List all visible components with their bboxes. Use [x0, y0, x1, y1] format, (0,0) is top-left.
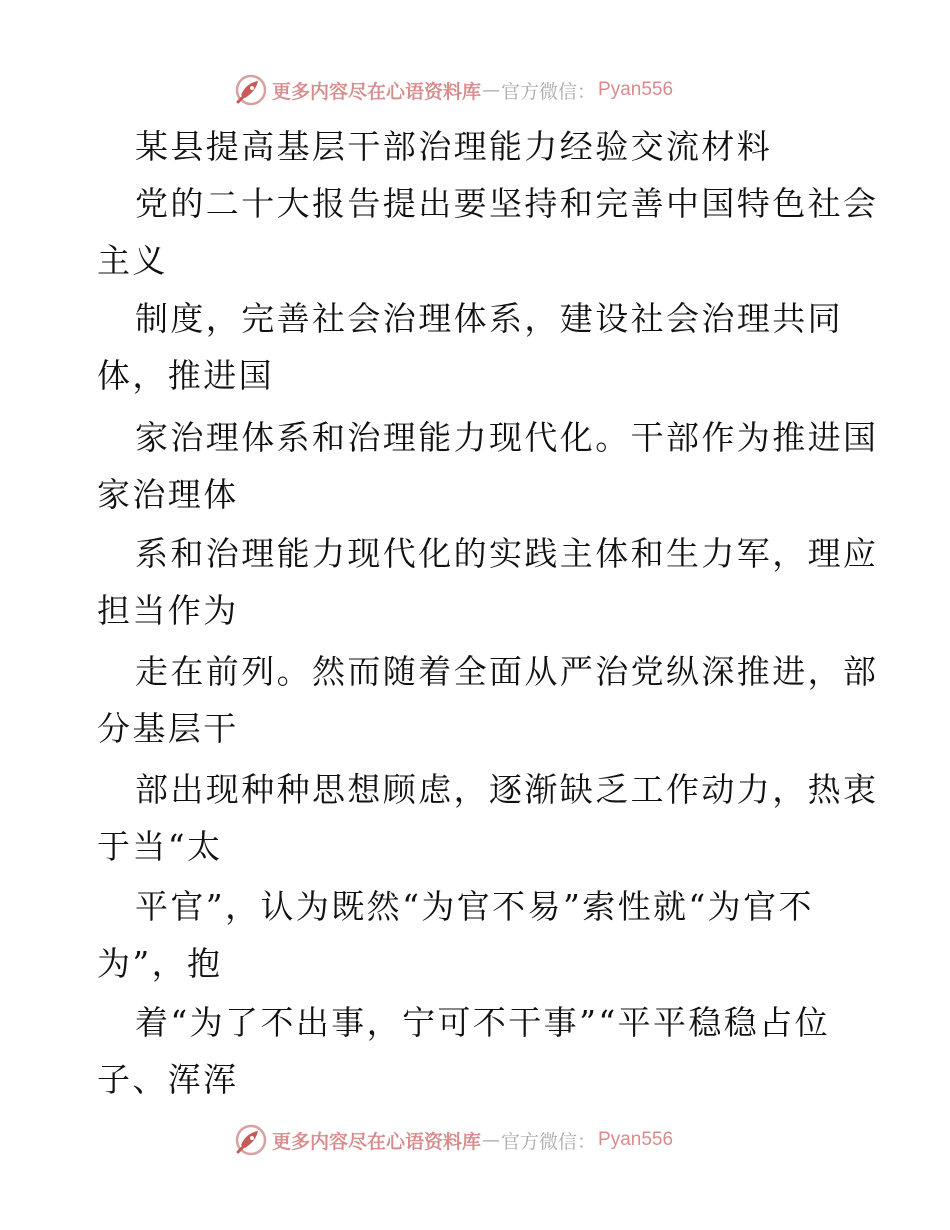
- paragraph-line: 家治理体系和治理能力现代化。干部作为推进国: [135, 418, 879, 457]
- paragraph-line: 家治理体: [97, 475, 239, 514]
- watermark-wechat-label: 官方微信：: [501, 1130, 597, 1153]
- footer-watermark: [234, 1123, 673, 1157]
- paragraph-line: 体，推进国: [97, 356, 274, 395]
- header-watermark: [234, 73, 673, 107]
- pen-logo-icon: [234, 1123, 268, 1157]
- paragraph-line: 主义: [97, 241, 168, 280]
- paragraph-line: 平官”，认为既然“为官不易”索性就“为官不: [135, 887, 814, 926]
- watermark-wechat-id: Pyan556: [598, 79, 674, 100]
- watermark-brand-text: 更多内容尽在心语资料库: [272, 1130, 482, 1153]
- watermark-wechat-id: Pyan556: [598, 1129, 674, 1150]
- watermark-dash: —: [482, 79, 501, 101]
- paragraph-line: 子、浑浑: [97, 1060, 239, 1099]
- paragraph-line: 分基层干: [97, 709, 239, 748]
- paragraph-line: 走在前列。然而随着全面从严治党纵深推进，部: [135, 652, 879, 691]
- watermark-brand-text: 更多内容尽在心语资料库: [272, 80, 482, 103]
- paragraph-line: 担当作为: [97, 591, 239, 630]
- watermark-wechat-label: 官方微信：: [501, 80, 597, 103]
- paragraph-line: 党的二十大报告提出要坚持和完善中国特色社会: [135, 184, 879, 223]
- watermark-dash: —: [482, 1129, 501, 1151]
- paragraph-line: 于当“太: [97, 827, 223, 866]
- paragraph-line: 为”，抱: [97, 944, 223, 983]
- paragraph-line: 制度，完善社会治理体系，建设社会治理共同: [135, 299, 843, 338]
- document-title: 某县提高基层干部治理能力经验交流材料: [135, 127, 773, 166]
- paragraph-line: 着“为了不出事，宁可不干事”“平平稳稳占位: [135, 1003, 831, 1042]
- paragraph-line: 部出现种种思想顾虑，逐渐缺乏工作动力，热衷: [135, 770, 879, 809]
- pen-logo-icon: [234, 73, 268, 107]
- paragraph-line: 系和治理能力现代化的实践主体和生力军，理应: [135, 534, 879, 573]
